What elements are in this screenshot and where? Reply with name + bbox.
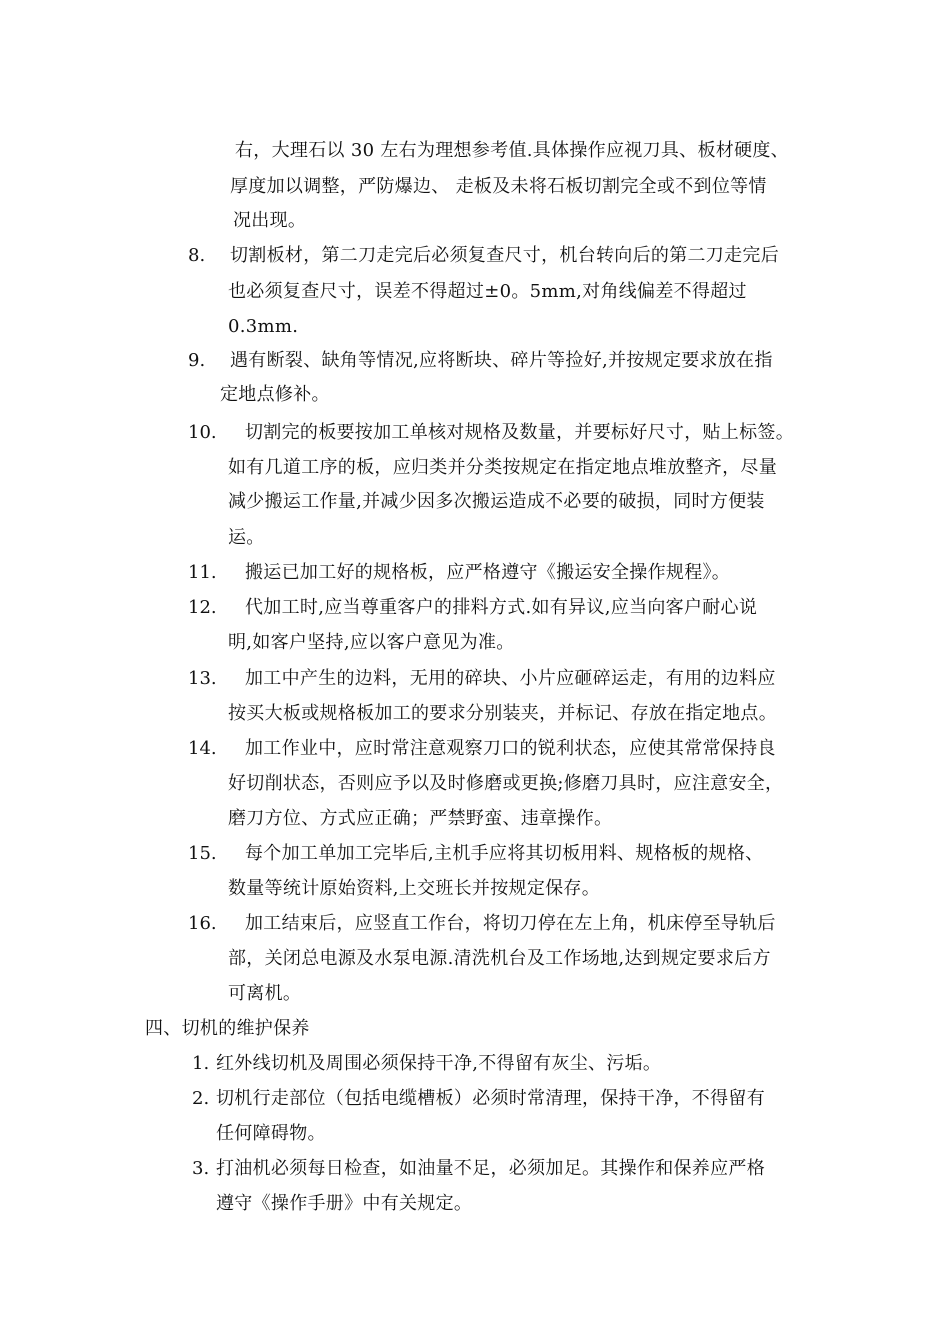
text-line: 运。 (228, 527, 265, 548)
section-heading: 四、切机的维护保养 (145, 1018, 310, 1039)
text-line: 况出现。 (233, 210, 307, 231)
list-item-number: 3. (192, 1158, 210, 1179)
list-item-number: 10. (188, 422, 217, 443)
text-line: 加工结束后，应竖直工作台，将切刀停在左上角，机床停至导轨后 (245, 913, 776, 934)
list-item-number: 16. (188, 913, 217, 934)
text-line: 加工中产生的边料，无用的碎块、小片应砸碎运走，有用的边料应 (245, 668, 776, 689)
text-line: 右，大理石以 30 左右为理想参考值.具体操作应视刀具、板材硬度、 (235, 140, 789, 161)
text-line: 0.3mm. (228, 316, 299, 337)
list-item-number: 11. (188, 562, 217, 583)
text-line: 代加工时,应当尊重客户的排料方式.如有异议,应当向客户耐心说 (245, 597, 758, 618)
text-line: 厚度加以调整，严防爆边、 走板及未将石板切割完全或不到位等情 (230, 176, 767, 197)
text-line: 减少搬运工作量,并减少因多次搬运造成不必要的破损，同时方便装 (228, 491, 765, 512)
text-line: 明,如客户坚持,应以客户意见为准。 (228, 632, 515, 653)
text-line: 切机行走部位（包括电缆槽板）必须时常清理，保持干净，不得留有 (216, 1088, 765, 1109)
text-line: 按买大板或规格板加工的要求分别装夹，并标记、存放在指定地点。 (228, 703, 777, 724)
list-item-number: 1. (192, 1053, 210, 1074)
text-line: 遵守《操作手册》中有关规定。 (216, 1193, 473, 1214)
text-line: 切割板材，第二刀走完后必须复查尺寸，机台转向后的第二刀走完后 (230, 245, 779, 266)
text-line: 数量等统计原始资料,上交班长并按规定保存。 (228, 878, 601, 899)
text-line: 遇有断裂、缺角等情况,应将断块、碎片等捡好,并按规定要求放在指 (230, 350, 773, 371)
text-line: 打油机必须每日检查，如油量不足，必须加足。其操作和保养应严格 (216, 1158, 765, 1179)
text-line: 如有几道工序的板，应归类并分类按规定在指定地点堆放整齐，尽量 (228, 457, 777, 478)
text-line: 红外线切机及周围必须保持干净,不得留有灰尘、污垢。 (216, 1053, 662, 1074)
list-item-number: 14. (188, 738, 217, 759)
text-line: 可离机。 (228, 983, 302, 1004)
list-item-number: 15. (188, 843, 217, 864)
text-line: 切割完的板要按加工单核对规格及数量，并要标好尺寸，贴上标签。 (245, 422, 794, 443)
text-line: 定地点修补。 (220, 384, 330, 405)
text-line: 搬运已加工好的规格板，应严格遵守《搬运安全操作规程》。 (245, 562, 731, 583)
text-line: 好切削状态，否则应予以及时修磨或更换;修磨刀具时，应注意安全， (228, 773, 784, 794)
text-line: 每个加工单加工完毕后,主机手应将其切板用料、规格板的规格、 (245, 843, 764, 864)
text-line: 部，关闭总电源及水泵电源.清洗机台及工作场地,达到规定要求后方 (228, 948, 771, 969)
list-item-number: 13. (188, 668, 217, 689)
text-line: 也必须复查尺寸，误差不得超过±0。5mm,对角线偏差不得超过 (228, 281, 747, 302)
text-line: 加工作业中，应时常注意观察刀口的锐利状态，应使其常常保持良 (245, 738, 776, 759)
list-item-number: 12. (188, 597, 217, 618)
text-line: 任何障碍物。 (216, 1123, 326, 1144)
text-line: 磨刀方位、方式应正确；严禁野蛮、违章操作。 (228, 808, 613, 829)
list-item-number: 9. (188, 350, 206, 371)
list-item-number: 2. (192, 1088, 210, 1109)
list-item-number: 8. (188, 245, 206, 266)
